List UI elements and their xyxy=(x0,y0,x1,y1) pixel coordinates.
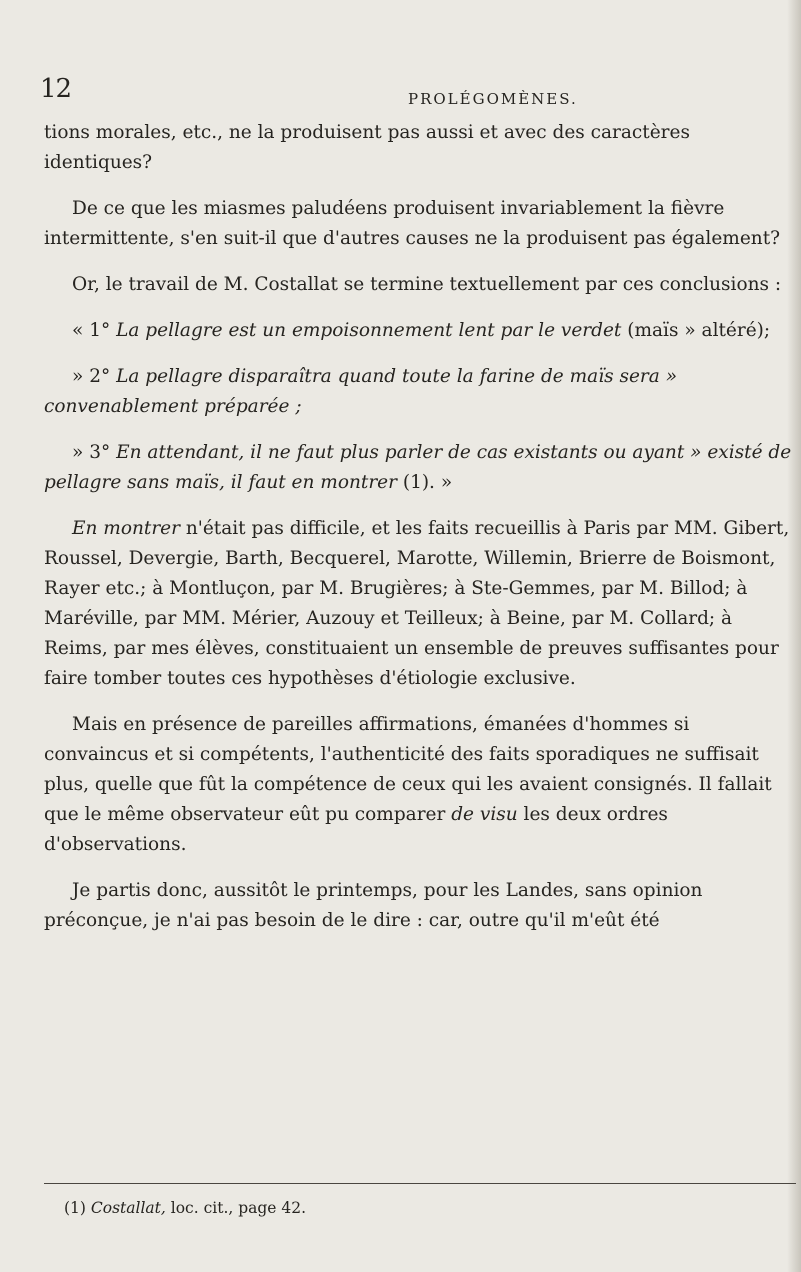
footnote-rule xyxy=(44,1183,796,1184)
paragraph-2: De ce que les miasmes paludéens produisent invariablement la fièvre intermittente, s'en suit-il que d'autres causes ne la produisent pas également? xyxy=(44,198,781,249)
footnote-marker: (1) xyxy=(64,1199,91,1217)
paragraph-mais xyxy=(44,710,794,860)
mais-start: Mais en présence de pareilles affirmations, émanées d'hommes si convaincus et si compétents, l'authenticité des faits sporadiques ne suffisait plus, quelle que fût la compétence de ceux qui les avaient consignés. Il fallait que le même observateur eût pu comparer xyxy=(44,714,772,825)
conclusion-2 xyxy=(44,362,794,422)
conclusion-3 xyxy=(44,438,794,498)
running-head: PROLÉGOMÈNES. xyxy=(408,90,578,108)
conclusion-1-rest: (maïs » altéré); xyxy=(621,320,771,341)
footnote xyxy=(64,1196,764,1220)
page-number: 12 xyxy=(40,74,72,104)
conclusion-2-italic: La pellagre disparaîtra quand toute la farine de maïs sera » convenablement préparée ; xyxy=(44,366,678,417)
footnote-author: Costallat, xyxy=(90,1199,166,1217)
paragraph-je-partis: Je partis donc, aussitôt le printemps, pour les Landes, sans opinion préconçue, je n'ai pas besoin de le dire : car, outre qu'il m'eût été xyxy=(44,880,703,931)
footnote-reference: loc. cit., page 42. xyxy=(165,1199,307,1217)
paragraph-3: Or, le travail de M. Costallat se termine textuellement par ces conclusions : xyxy=(72,274,782,295)
conclusion-1-number: « 1° xyxy=(72,320,117,341)
conclusion-3-rest: (1). » xyxy=(396,472,453,493)
paragraph-en-montrer xyxy=(44,514,794,694)
conclusion-2-number: » 2° xyxy=(72,366,117,387)
conclusion-1 xyxy=(44,316,794,346)
conclusion-1-italic: La pellagre est un empoisonnement lent par le verdet xyxy=(116,320,622,341)
en-montrer-italic: En montrer xyxy=(72,518,180,539)
conclusion-3-number: » 3° xyxy=(72,442,117,463)
de-visu-italic: de visu xyxy=(451,804,518,825)
conclusion-3-italic: En attendant, il ne faut plus parler de cas existants ou ayant » existé de pellagre sans maïs, il faut en montrer xyxy=(44,442,792,493)
en-montrer-rest: n'était pas difficile, et les faits recueillis à Paris par MM. Gibert, Roussel, Devergie, Barth, Becquerel, Marotte, Willemin, Brierre de Boismont, Rayer etc.; à Montluçon, par M. Brugières; à Ste-Gemmes, par M. Billod; à Maréville, par MM. Mérier, Auzouy et Teilleux; à Beine, par M. Collard; à Reims, par mes élèves, constituaient un ensemble de preuves suffisantes pour faire tomber toutes ces hypothèses d'étiologie exclusive. xyxy=(44,518,790,689)
paragraph-1: tions morales, etc., ne la produisent pas aussi et avec des caractères identiques? xyxy=(44,122,690,173)
body-text xyxy=(44,118,794,936)
mais-end: les deux ordres d'observations. xyxy=(44,804,668,855)
